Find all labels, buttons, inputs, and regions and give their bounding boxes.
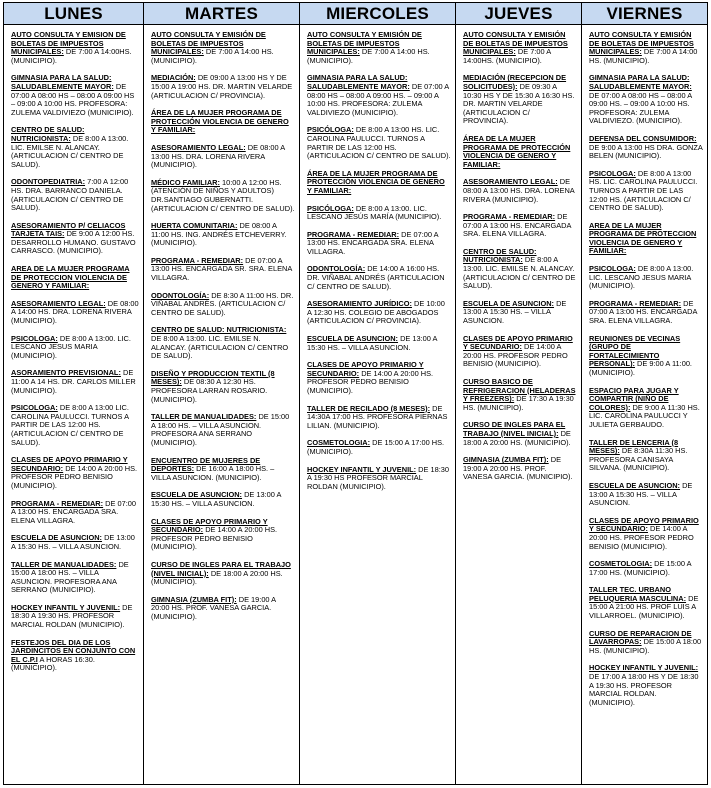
activity-details: DE 18:30 A 19:30 HS. PROFESOR MARCIAL ROLDAN (MUNICIPIO). — [11, 602, 133, 630]
activity-list — [4, 25, 143, 684]
activity-item — [11, 639, 139, 673]
activity-title: PSICOLOGA: — [589, 264, 636, 274]
activity-item — [589, 265, 703, 291]
activity-title: ESCUELA DE ASUNCION: — [307, 334, 399, 344]
activity-details: DE 14:30A 17:00 HS. PROFESORA PIERNAS LILIAN. (MUNICIPIO). — [307, 403, 448, 430]
activity-details: DE 8:00 A 13:00. LIC. EMILSE N. ALANCAY. (ARTICULACION C/ CENTRO DE SALUD). — [11, 133, 129, 169]
activity-details: DE 18:00 A 20:00 HS. (MUNICIPIO). — [463, 428, 571, 447]
activity-details: DE 07:00 A 08:00 HS – 08:00 A 09:00 HS – 09:00 A 10:00 HS. PROFESORA: ZULEMA VALDIVIEZO (MUNICIPIO). — [11, 81, 135, 117]
activity-title: AUTO CONSULTA Y EMISIÓN DE BOLETAS DE IMPUESTOS MUNICIPALES: — [307, 30, 422, 57]
activity-title: AREA DE LA MUJER PROGRAMA DE PROTECCION VIOLENCIA DE GENERO Y FAMILIAR: — [589, 220, 697, 256]
activity-title: CENTRO DE SALUD: NUTRICIONISTA: — [11, 125, 85, 143]
activity-item — [589, 517, 703, 551]
activity-title: TALLER DE RECILADO (8 MESES): — [307, 403, 431, 413]
activity-item — [589, 439, 703, 473]
day-column-martes — [144, 3, 300, 784]
activity-item — [11, 404, 139, 447]
activity-title: ASESORAMIENTO LEGAL: — [151, 142, 246, 152]
activity-details: DE 08:00 A 13:00 HS. DRA. LORENA RIVERA (MUNICIPIO). — [151, 142, 285, 170]
activity-title: ODONTOLOGÍA: — [151, 290, 210, 300]
activity-item — [307, 231, 451, 257]
activity-item — [151, 74, 295, 100]
activity-details: 7:00 A 12:00 HS. DRA. BARRANCO DANIELA. (ARTICULACION C/ CENTRO DE SALUD). — [11, 177, 129, 213]
activity-item — [307, 205, 451, 222]
activity-item — [307, 405, 451, 431]
activity-item — [589, 31, 703, 65]
activity-details: DE 18:30 A 19:30 HS PROFESOR MARCIAL ROLDAN (MUNICIPIO). — [307, 464, 449, 491]
activity-details: DE 9:00 A 12:00 HS. DESARROLLO HUMANO. GUSTAVO CARRASCO. (MUNICIPIO). — [11, 229, 136, 256]
activity-details: DE 17:00 A 18:00 HS Y DE 18:30 A 19:30 HS. PROFESOR MARCIAL ROLDAN. (MUNICIPIO). — [589, 672, 699, 707]
activity-details: DE 14:00 A 20:00 HS. PROFESOR PEDRO BENISIO (MUNICIPIO). — [589, 524, 694, 551]
activity-title: CLASES DE APOYO PRIMARIO Y SECUNDARIO: — [463, 333, 573, 352]
activity-details: DE 19:00 A 20:00 HS. PROF. VANESA GARCIA. (MUNICIPIO). — [463, 455, 573, 482]
activity-list — [300, 25, 455, 502]
activity-title: HUERTA COMUNITARIA: — [151, 221, 238, 231]
activity-details: DE 14:00 A 16:00 HS. DR. VIÑABAL ANDRÉS (ARTICULACION C/ CENTRO DE SALUD). — [307, 264, 445, 291]
activity-details: DE 07:00 A 08:00 HS – 08:00 A 09:00 HS. – 09:00 A 10:00 HS. PROFESORA: ZULEMA VALDIVIEZO. (MUNICIPIO). — [589, 90, 692, 126]
activity-details: DE 09:30 A 10:30 HS Y DE 15:30 A 16:30 HS. DR. MARTIN VELARDE (ARTICULACION C/ PROVINCIA). — [463, 81, 575, 126]
activity-title: ESPACIO PARA JUGAR Y COMPARTIR (NIÑO DE COLORES): — [589, 385, 679, 412]
activity-title: AUTO CONSULTA Y EMISIÓN DE BOLETAS DE IMPUESTOS MUNICIPALES: — [589, 30, 694, 57]
activity-details: DE 7:00 A 14:00 HS. (MUNICIPIO). — [589, 47, 698, 65]
activity-title: CURSO DE INGLES PARA EL TRABAJO (NIVEL INICIAL): — [151, 559, 291, 578]
activity-item — [151, 179, 295, 213]
activity-title: FESTEJOS DEL DIA DE LOS JARDINCITOS EN CONJUNTO CON EL C.P.I — [11, 637, 136, 664]
activity-title: GIMNASIA (ZUMBA FIT): — [151, 594, 237, 604]
day-column-viernes — [582, 3, 707, 784]
activity-title: ESCUELA DE ASUNCION: — [589, 480, 681, 490]
day-header: JUEVES — [456, 3, 581, 25]
day-column-miercoles — [300, 3, 456, 784]
activity-item — [151, 457, 295, 483]
activity-title: DEFENSA DEL CONSUMIDOR: — [589, 133, 697, 143]
activity-details: DE 18:00 A 20:00 HS. (MUNICIPIO). — [151, 568, 283, 587]
activity-title: ASESORAMIENTO JURÍDICO: — [307, 299, 412, 309]
activity-item — [11, 265, 139, 291]
activity-title: DISEÑO Y PRODUCCION TEXTIL (8 MESES): — [151, 368, 275, 387]
activity-title: HOCKEY INFANTIL Y JUVENIL: — [307, 464, 417, 474]
activity-details: DE 17:30 A 19:30 HS. (MUNICIPIO). — [463, 394, 574, 412]
activity-item — [463, 178, 577, 204]
activity-item — [463, 300, 577, 326]
activity-details: DE 8:00 A 13:00. LIC. EMILSE N. ALANCAY. (ARTICULACION C/ CENTRO DE SALUD). — [463, 255, 576, 291]
activity-details: DE 07:00 A 13:00 HS. ENCARGADA SRA. ELENA VILLAGRA. — [307, 229, 439, 256]
activity-details: DE 9:00 A 11:30 HS. LIC. CAROLINA PAULUCCI Y JULIETA GERBAUDO. — [589, 402, 700, 429]
activity-item — [11, 222, 139, 256]
activity-details: DE 13:00 A 15:30 HS. – VILLA ASUNCION. — [151, 490, 282, 508]
activity-title: PSICOLOGA: — [589, 168, 636, 178]
day-column-jueves — [456, 3, 582, 784]
activity-details: DE 9:00 A 11:00. (MUNICIPIO). — [589, 359, 692, 377]
activity-details: DE 07:00 A 13:00 HS. ENCARGADA SRA. ELENA VILLAGRA. — [589, 298, 698, 326]
activity-title: ESCUELA DE ASUNCION: — [151, 490, 243, 500]
activity-item — [307, 361, 451, 395]
activity-details: DE 16:00 A 18:00 HS. – VILLA ASUNCION. (MUNICIPIO). — [151, 464, 275, 482]
activity-item — [307, 126, 451, 160]
activity-title: ÁREA DE LA MUJER PROGRAMA DE PROTECCIÓN VIOLENCIA DE GENERO Y FAMILIAR: — [307, 168, 445, 195]
activity-details: DE 08:00 A 11:00 HS. ING. ANDRÉS ETCHEVERRY. (MUNICIPIO). — [151, 221, 287, 248]
activity-details: DE 07:00 A 13:00 HS. ENCARGADA SRA. ELENA VILLAGRA. — [11, 498, 136, 525]
activity-item — [589, 630, 703, 656]
activity-item — [463, 135, 577, 169]
activity-title: COSMETOLOGIA: — [307, 438, 371, 448]
activity-title: CENTRO DE SALUD: NUTRICIONISTA: — [151, 325, 287, 335]
activity-title: ÁREA DE LA MUJER PROGRAMA DE PROTECCIÓN VIOLENCIA DE GENERO Y FAMILIAR: — [463, 133, 571, 169]
activity-item — [151, 518, 295, 552]
activity-list — [456, 25, 581, 493]
activity-item — [589, 664, 703, 707]
activity-details: DE 7:00 A 14:00 HS. (MUNICIPIO). — [307, 47, 430, 65]
activity-title: PROGRAMA - REMEDIAR: — [589, 298, 682, 308]
activity-item — [151, 326, 295, 360]
activity-title: MEDIACIÓN: — [151, 73, 196, 83]
activity-details: A HORAS 16:30. (MUNICIPIO). — [11, 654, 95, 673]
activity-item — [463, 74, 577, 126]
activity-item — [11, 74, 139, 117]
activity-item — [307, 74, 451, 117]
activity-item — [151, 491, 295, 508]
activity-item — [307, 170, 451, 196]
activity-title: TALLER DE MANUALIDADES: — [151, 412, 257, 422]
activity-title: PROGRAMA - REMEDIAR: — [11, 498, 104, 508]
activity-details: DE 13:00 A 15:30 HS. – VILLA ASUNCION. — [11, 533, 135, 551]
activity-item — [307, 335, 451, 352]
activity-details: DE 07:00 A 08:00 HS – 08:00 A 09:00 HS. – 09:00 A 10:00 HS. PROFESORA: ZULEMA VALDIVIEZO (MUNICIPIO). — [307, 81, 449, 117]
activity-title: GIMNASIA PARA LA SALUD: SALUDABLEMENTE MAYOR: — [307, 73, 410, 91]
activity-title: ASESORAMIENTO LEGAL: — [463, 177, 558, 187]
activity-item — [589, 560, 703, 577]
activity-title: PSICOLOGA: — [11, 403, 58, 413]
activity-details: DE 8:00 A 13:00 HS. LIC. CAROLINA PAULUCCI. TURNOS A PARTIR DE LAS 12:00 HS. (ARTICULACION C/ CENTRO DE SALUD). — [589, 168, 698, 213]
activity-item — [589, 74, 703, 126]
day-header: MARTES — [144, 3, 299, 25]
activity-item — [151, 222, 295, 248]
activity-item — [11, 561, 139, 595]
activity-title: CLASES DE APOYO PRIMARIO Y SECUNDARIO: — [151, 516, 268, 535]
activity-item — [589, 135, 703, 161]
activity-item — [11, 534, 139, 551]
activity-item — [463, 456, 577, 482]
activity-title: PSICOLOGA: — [11, 333, 58, 343]
activity-item — [151, 292, 295, 318]
activity-item — [151, 31, 295, 65]
activity-title: ODONTOPEDIATRIA: — [11, 177, 86, 187]
activity-details: DE 15:00 A 17:00 HS. (MUNICIPIO). — [307, 438, 445, 456]
activity-title: ODONTOLOGÍA: — [307, 264, 366, 274]
activity-item — [589, 300, 703, 326]
activity-title: PROGRAMA - REMEDIAR: — [307, 229, 400, 239]
activity-title: CLASES DE APOYO PRIMARIO Y SECUNDARIO: — [11, 455, 128, 473]
activity-title: PSICÓLOGA: — [307, 125, 354, 135]
activity-title: HOCKEY INFANTIL Y JUVENIL: — [11, 602, 121, 612]
activity-title: TALLER TEC. URBANO PELUQUERIA MASCULINA: — [589, 585, 687, 603]
activity-item — [307, 31, 451, 65]
activity-title: ASESORAMIENTO LEGAL: — [11, 298, 106, 308]
activity-details: DE 8:30A 11:30 HS. PROFESORA CANISAYA SILVANA. (MUNICIPIO). — [589, 446, 688, 473]
activity-item — [307, 265, 451, 291]
activity-title: ÁREA DE LA MUJER PROGRAMA DE PROTECCIÓN VIOLENCIA DE GENERO Y FAMILIAR: — [151, 108, 289, 135]
activity-details: DE 10:00 A 12:30 HS. COLEGIO DE ABOGADOS (ARTICULACION C/ PROVINCIA). — [307, 299, 445, 326]
activity-title: MEDIACIÓN (RECEPCION DE SOLICITUDES): — [463, 73, 567, 91]
activity-title: ESCUELA DE ASUNCION: — [11, 533, 103, 543]
activity-item — [151, 561, 295, 587]
activity-item — [307, 466, 451, 492]
activity-item — [11, 456, 139, 490]
activity-item — [151, 257, 295, 283]
activity-item — [589, 387, 703, 430]
activity-title: ASESORAMIENTO P/ CELIACOS TARJETA TAIS: — [11, 220, 126, 239]
activity-details: DE 7:00 A 14:00 HS. (MUNICIPIO). — [151, 47, 274, 65]
activity-item — [463, 421, 577, 447]
day-header: VIERNES — [582, 3, 707, 25]
activity-title: AUTO CONSULTA Y EMISIÓN DE BOLETAS DE IMPUESTOS MUNICIPALES: — [151, 30, 266, 57]
activity-item — [11, 369, 139, 395]
activity-item — [11, 31, 139, 65]
activity-title: CLASES DE APOYO PRIMARIO Y SECUNDARIO: — [589, 515, 699, 534]
activity-details: DE 7:00 A 14:00HS. (MUNICIPIO). — [11, 47, 132, 65]
activity-details: DE 14:00 A 20:00 HS. PROFESOR PEDRO BENISIO (MUNICIPIO). — [307, 368, 434, 395]
activity-details: DE 11:00 A 14 HS. DR. CARLOS MILLER (MUNICIPIO). — [11, 368, 136, 395]
activity-item — [151, 596, 295, 622]
activity-details: DE 15:00 A 18:00 HS. – VILLA ASUNCION. PROFESORA ANA SERRANO (MUNICIPIO). — [151, 412, 290, 447]
activity-details: DE 08:30 A 12:30 HS. PROFESORA LARRAN ROSARIO. (MUNICIPIO). — [151, 377, 268, 404]
activity-item — [11, 500, 139, 526]
activity-details: DE 7:00 A 14:00HS. (MUNICIPIO). — [463, 47, 551, 65]
activity-title: MÉDICO FAMILIAR: — [151, 177, 220, 187]
activity-item — [151, 370, 295, 404]
activity-details: DE 14:00 A 20:00 HS. PROFESOR PEDRO BENISIO (MUNICIPIO). — [151, 525, 278, 552]
activity-title: CURSO DE REPARACION DE LAVARROPAS: — [589, 628, 692, 647]
activity-title: GIMNASIA PARA LA SALUD: SALUDABLEMENTE MAYOR: — [589, 73, 692, 91]
activity-details: DE 19:00 A 20:00 HS. PROF. VANESA GARCIA. (MUNICIPIO). — [151, 594, 276, 621]
activity-title: REUNIONES DE VECINAS (GRUPO DE FORTALECIMIENTO PERSONAL): — [589, 333, 681, 369]
activity-item — [151, 144, 295, 170]
activity-details: DE 08:00 A 14:00 HS. DRA. LORENA RIVERA (MUNICIPIO). — [11, 298, 139, 326]
activity-item — [151, 109, 295, 135]
activity-item — [307, 300, 451, 326]
activity-details: DE 15:00 A 18:00 HS. (MUNICIPIO). — [589, 637, 702, 655]
weekly-schedule — [3, 2, 708, 785]
day-header: MIERCOLES — [300, 3, 455, 25]
activity-details: DE 8:00 A 13:00 LIC. CAROLINA PAULUCCI. TURNOS A PARTIR DE LAS 12:00 HS. (ARTICULACION C/ CENTRO DE SALUD). — [11, 403, 129, 447]
activity-title: GIMNASIA (ZUMBA FIT): — [463, 455, 549, 465]
activity-item — [589, 222, 703, 256]
activity-details: DE 15:00 A 21:00 HS. PROF LUIS A VILLARROEL. (MUNICIPIO). — [589, 593, 699, 621]
activity-title: PROGRAMA - REMEDIAR: — [151, 255, 244, 265]
activity-title: HOCKEY INFANTIL Y JUVENIL: — [589, 663, 699, 673]
activity-list — [144, 25, 299, 632]
activity-item — [11, 178, 139, 212]
activity-item — [463, 31, 577, 65]
activity-item — [307, 439, 451, 456]
activity-item — [11, 335, 139, 361]
activity-details: DE 13:00 A 15:30 HS. – VILLA ASUNCION. — [589, 480, 693, 508]
activity-title: AUTO CONSULTA Y EMISIÓN DE BOLETAS DE IMPUESTOS MUNICIPALES: — [463, 30, 568, 57]
activity-title: ASORAMIENTO PREVISIONAL: — [11, 368, 121, 378]
activity-item — [589, 170, 703, 213]
activity-item — [11, 300, 139, 326]
activity-details: DE 13:00 A 15:30 HS. – VILLA ASUNCION. — [307, 334, 438, 352]
activity-title: CURSO DE INGLES PARA EL TRABAJO (NIVEL INICIAL): — [463, 420, 566, 438]
activity-title: CLASES DE APOYO PRIMARIO Y SECUNDARIO: — [307, 360, 424, 378]
activity-title: PSICÓLOGA: — [307, 203, 354, 213]
activity-title: AUTO CONSULTA Y EMISION DE BOLETAS DE IMPUESTOS MUNICIPALES: — [11, 30, 126, 57]
activity-item — [589, 586, 703, 620]
activity-details: 10:00 A 12:00 HS. (ATENCIÓN DE NIÑOS Y ADULTOS) DR.SANTIAGO GUBERNATTI. (ARTICULACION C/ CENTRO DE SALUD). — [151, 177, 295, 213]
activity-details: DE 08:00 A 13:00 HS. DRA. LORENA RIVERA (MUNICIPIO). — [463, 177, 575, 204]
activity-details: DE 8:00 A 13:00. LIC. LESCANO JESÚS MARÍA (MUNICIPIO). — [307, 203, 442, 222]
activity-item — [11, 126, 139, 169]
activity-details: DE 8:30 A 11:00 HS. DR. VIÑABAL ANDRÉS. (ARTICULACION C/ CENTRO DE SALUD). — [151, 290, 294, 317]
activity-title: AREA DE LA MUJER PROGRAMA DE PROTECCION VIOLENCIA DE GENERO Y FAMILIAR: — [11, 264, 130, 291]
activity-item — [151, 413, 295, 447]
activity-title: TALLER DE MANUALIDADES: — [11, 559, 117, 569]
activity-details: DE 14:00 A 20:00 HS. PROFESOR PEDRO BENISIO (MUNICIPIO). — [11, 463, 138, 490]
activity-details: DE 15:00 A 17:00 HS. (MUNICIPIO). — [589, 559, 692, 577]
day-column-lunes — [4, 3, 144, 784]
activity-details: DE 8:00 A 13:00. LIC. LESCANO JESUS MARIA (MUNICIPIO). — [11, 333, 131, 360]
activity-item — [11, 604, 139, 630]
activity-item — [589, 482, 703, 508]
activity-details: DE 15:00 A 18:00 HS. – VILLA ASUNCION. PROFESORA ANA SERRANO (MUNICIPIO). — [11, 559, 129, 595]
activity-title: TALLER DE LENCERIA (8 MESES): — [589, 437, 679, 456]
activity-details: DE 13:00 A 15:30 HS. – VILLA ASUNCION. — [463, 298, 567, 326]
activity-item — [463, 248, 577, 291]
day-header: LUNES — [4, 3, 143, 25]
activity-title: ENCUENTRO DE MUJERES DE DEPORTES: — [151, 455, 261, 474]
activity-title: COSMETOLOGIA: — [589, 559, 653, 569]
activity-title: ESCUELA DE ASUNCION: — [463, 298, 555, 308]
activity-details: DE 8:00 A 13:00. LIC. LESCANO JESUS MARIA (MUNICIPIO). — [589, 264, 694, 291]
activity-details: DE 8:00 A 13:00 HS. LIC. CAROLINA PAULUCCI. TURNOS A PARTIR DE LAS 12:00 HS. (ARTICULACION C/ CENTRO DE SALUD). — [307, 125, 451, 161]
activity-title: CENTRO DE SALUD: NUTRICIONISTA: — [463, 246, 537, 265]
activity-details: DE 07:00 A 13:00 HS. ENCARGADA SR. SRA. ELENA VILLAGRA. — [151, 255, 292, 283]
activity-details: DE 14:00 A 20:00 HS. PROFESOR PEDRO BENISIO (MUNICIPIO). — [463, 342, 568, 369]
activity-list — [582, 25, 707, 718]
activity-details: DE 9:00 A 13:00 HS DRA. GONZA BELEN (MUNICIPIO). — [589, 142, 703, 161]
activity-details: DE 09:00 A 13:00 HS Y DE 15:00 A 19:00 HS. DR. MARTIN VELARDE (ARTICULACION C/ PROVINCIA). — [151, 73, 293, 100]
activity-title: PROGRAMA - REMEDIAR: — [463, 212, 556, 222]
activity-title: GIMNASIA PARA LA SALUD: SALUDABLEMENTE MAYOR: — [11, 73, 114, 91]
activity-details: DE 8:00 A 13:00. LIC. EMILSE N. ALANCAY. (ARTICULACION C/ CENTRO DE SALUD). — [151, 334, 289, 361]
activity-item — [463, 335, 577, 369]
activity-item — [463, 213, 577, 239]
activity-item — [463, 378, 577, 412]
activity-details: DE 07:00 A 13:00 HS. ENCARGADA SRA. ELENA VILLAGRA. — [463, 212, 572, 239]
activity-title: CURSO BASICO DE REFRIGERACION (HELADERAS Y FREEZERS): — [463, 377, 576, 404]
activity-item — [589, 335, 703, 378]
